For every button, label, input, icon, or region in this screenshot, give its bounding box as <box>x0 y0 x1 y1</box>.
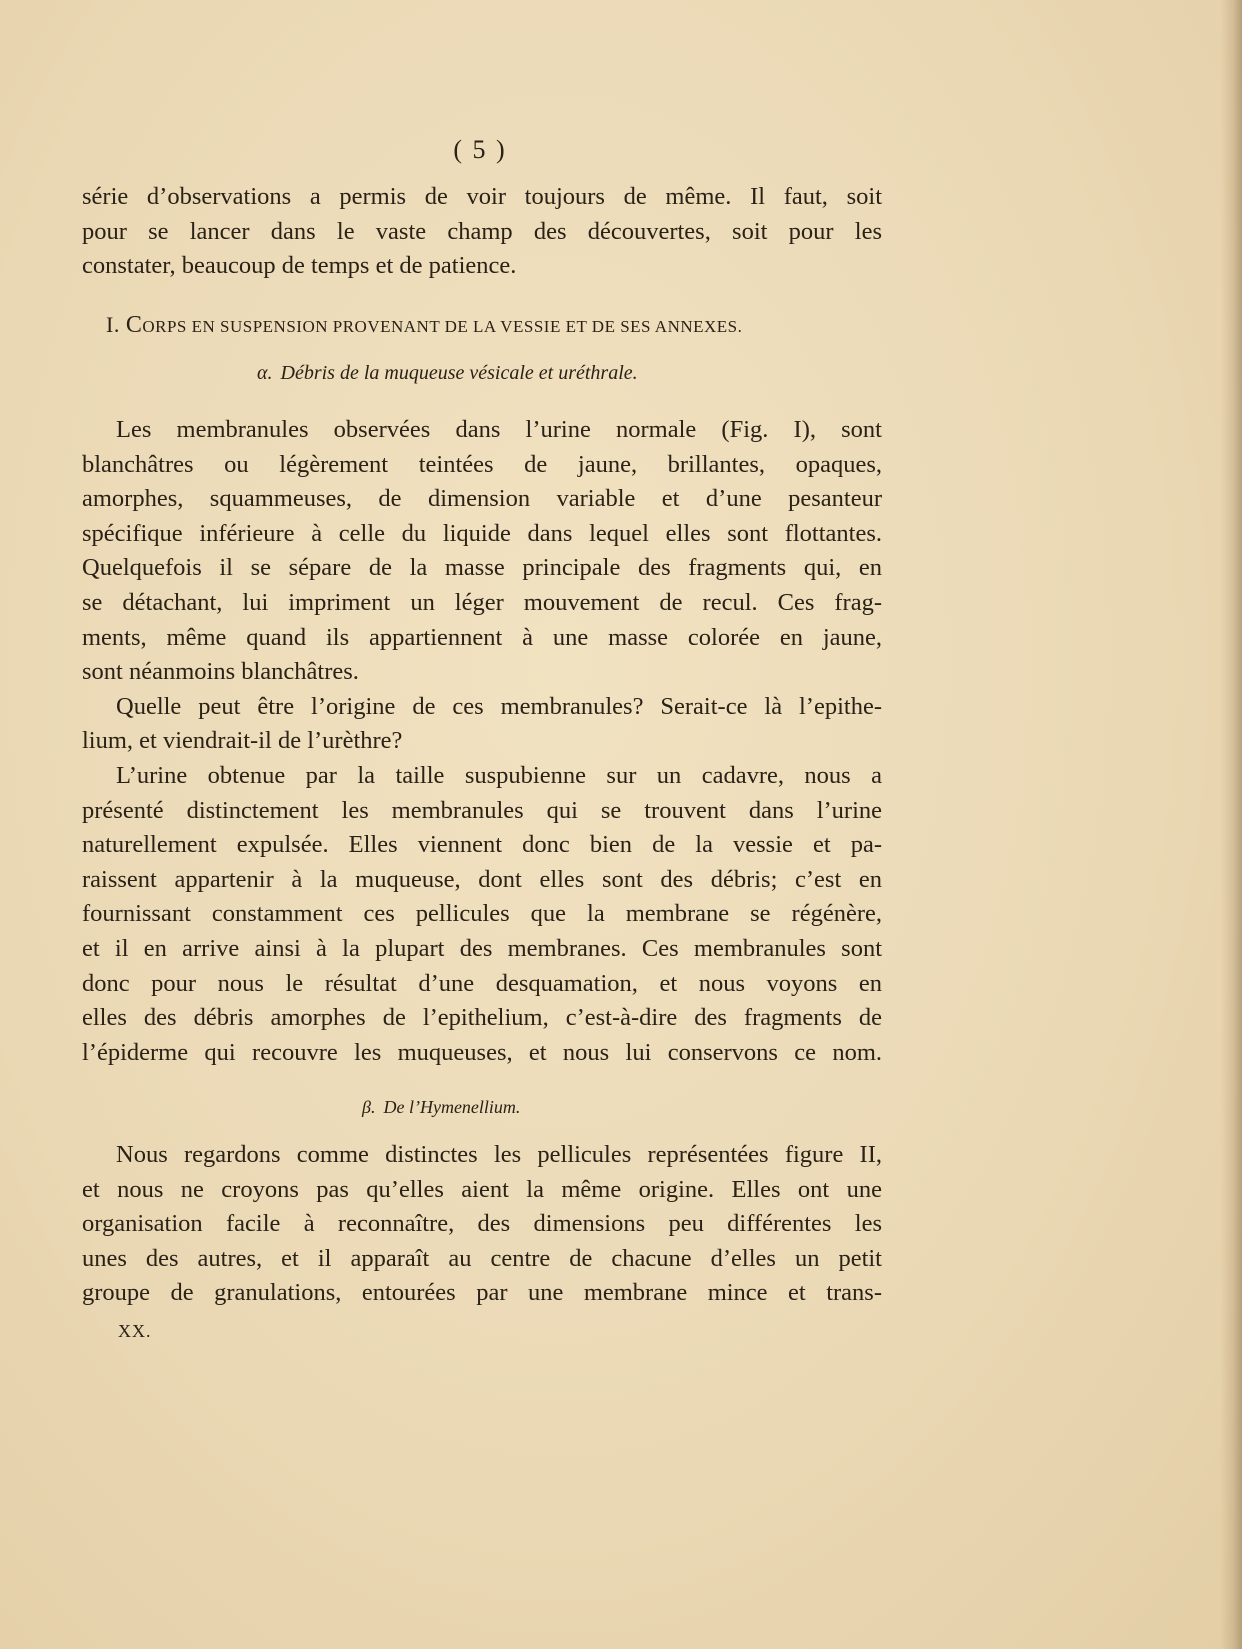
text-line: blanchâtres ou légèrement teintées de jaune, brillantes, opaques, <box>82 450 882 478</box>
text-line: L’urine obtenue par la taille suspubienne sur un cadavre, nous a <box>116 761 882 789</box>
text-line: présenté distinctement les membranules qui se trouvent dans l’urine <box>82 796 882 824</box>
section-title-rest: ORPS EN SUSPENSION PROVENANT DE LA VESSIE ET DE SES ANNEXES. <box>142 317 743 336</box>
text-line: organisation facile à reconnaître, des dimensions peu différentes les <box>82 1210 882 1238</box>
text-line: Quelle peut être l’origine de ces membranules? Serait-ce là l’epithe- <box>116 692 882 720</box>
text-line: pour se lancer dans le vaste champ des découvertes, soit pour les <box>82 217 882 245</box>
text-line: elles des débris amorphes de l’epithelium, c’est-à-dire des fragments de <box>82 1004 882 1032</box>
text-line: Quelquefois il se sépare de la masse principale des fragments qui, en <box>82 554 882 582</box>
page-edge-shadow <box>1220 0 1242 1649</box>
text-line: et nous ne croyons pas qu’elles aient la même origine. Elles ont une <box>82 1175 882 1203</box>
subheading-alpha <box>257 362 638 385</box>
text-line: se détachant, lui impriment un léger mouvement de recul. Ces frag- <box>82 588 882 616</box>
subheading-letter: β. <box>362 1097 376 1117</box>
text-line: amorphes, squammeuses, de dimension variable et d’une pesanteur <box>82 485 882 513</box>
text-line: donc pour nous le résultat d’une desquamation, et nous voyons en <box>82 969 882 997</box>
section-title-initial: C <box>125 312 143 338</box>
intro-paragraph <box>82 180 882 284</box>
text-line: groupe de granulations, entourées par une membrane mince et trans- <box>82 1279 882 1307</box>
text-line: ments, même quand ils appartiennent à une masse colorée en jaune, <box>82 623 882 651</box>
subheading-beta <box>362 1097 520 1118</box>
alpha-paragraphs <box>82 413 882 1070</box>
text-line: raissent appartenir à la muqueuse, dont elles sont des débris; c’est en <box>82 865 882 893</box>
text-line: lium, et viendrait-il de l’urèthre? <box>82 727 403 755</box>
subheading-title: Débris de la muqueuse vésicale et uréthrale. <box>280 362 638 384</box>
text-line: naturellement expulsée. Elles viennent donc bien de la vessie et pa- <box>82 831 882 859</box>
signature-mark: XX. <box>118 1321 152 1341</box>
text-line: constater, beaucoup de temps et de patience. <box>82 252 517 280</box>
subheading-letter: α. <box>257 362 273 384</box>
text-line: l’épiderme qui recouvre les muqueuses, et nous lui conservons ce nom. <box>82 1038 882 1066</box>
section-heading <box>106 312 846 339</box>
text-line: série d’observations a permis de voir toujours de même. Il faut, soit <box>82 183 882 210</box>
text-line: spécifique inférieure à celle du liquide dans lequel elles sont flottantes. <box>82 519 882 547</box>
text-line: fournissant constamment ces pellicules que la membrane se régénère, <box>82 900 882 928</box>
text-line: sont néanmoins blanchâtres. <box>82 658 359 686</box>
text-line: et il en arrive ainsi à la plupart des membranes. Ces membranules sont <box>82 934 882 962</box>
page-number: ( 5 ) <box>453 135 507 164</box>
text-line: Les membranules observées dans l’urine normale (Fig. I), sont <box>116 416 882 443</box>
beta-paragraph <box>82 1138 882 1311</box>
section-number: I. <box>106 312 120 337</box>
text-line: unes des autres, et il apparaît au centre de chacune d’elles un petit <box>82 1244 882 1272</box>
text-line: Nous regardons comme distinctes les pellicules représentées figure II, <box>116 1141 882 1168</box>
subheading-title: De l’Hymenellium. <box>383 1097 521 1117</box>
